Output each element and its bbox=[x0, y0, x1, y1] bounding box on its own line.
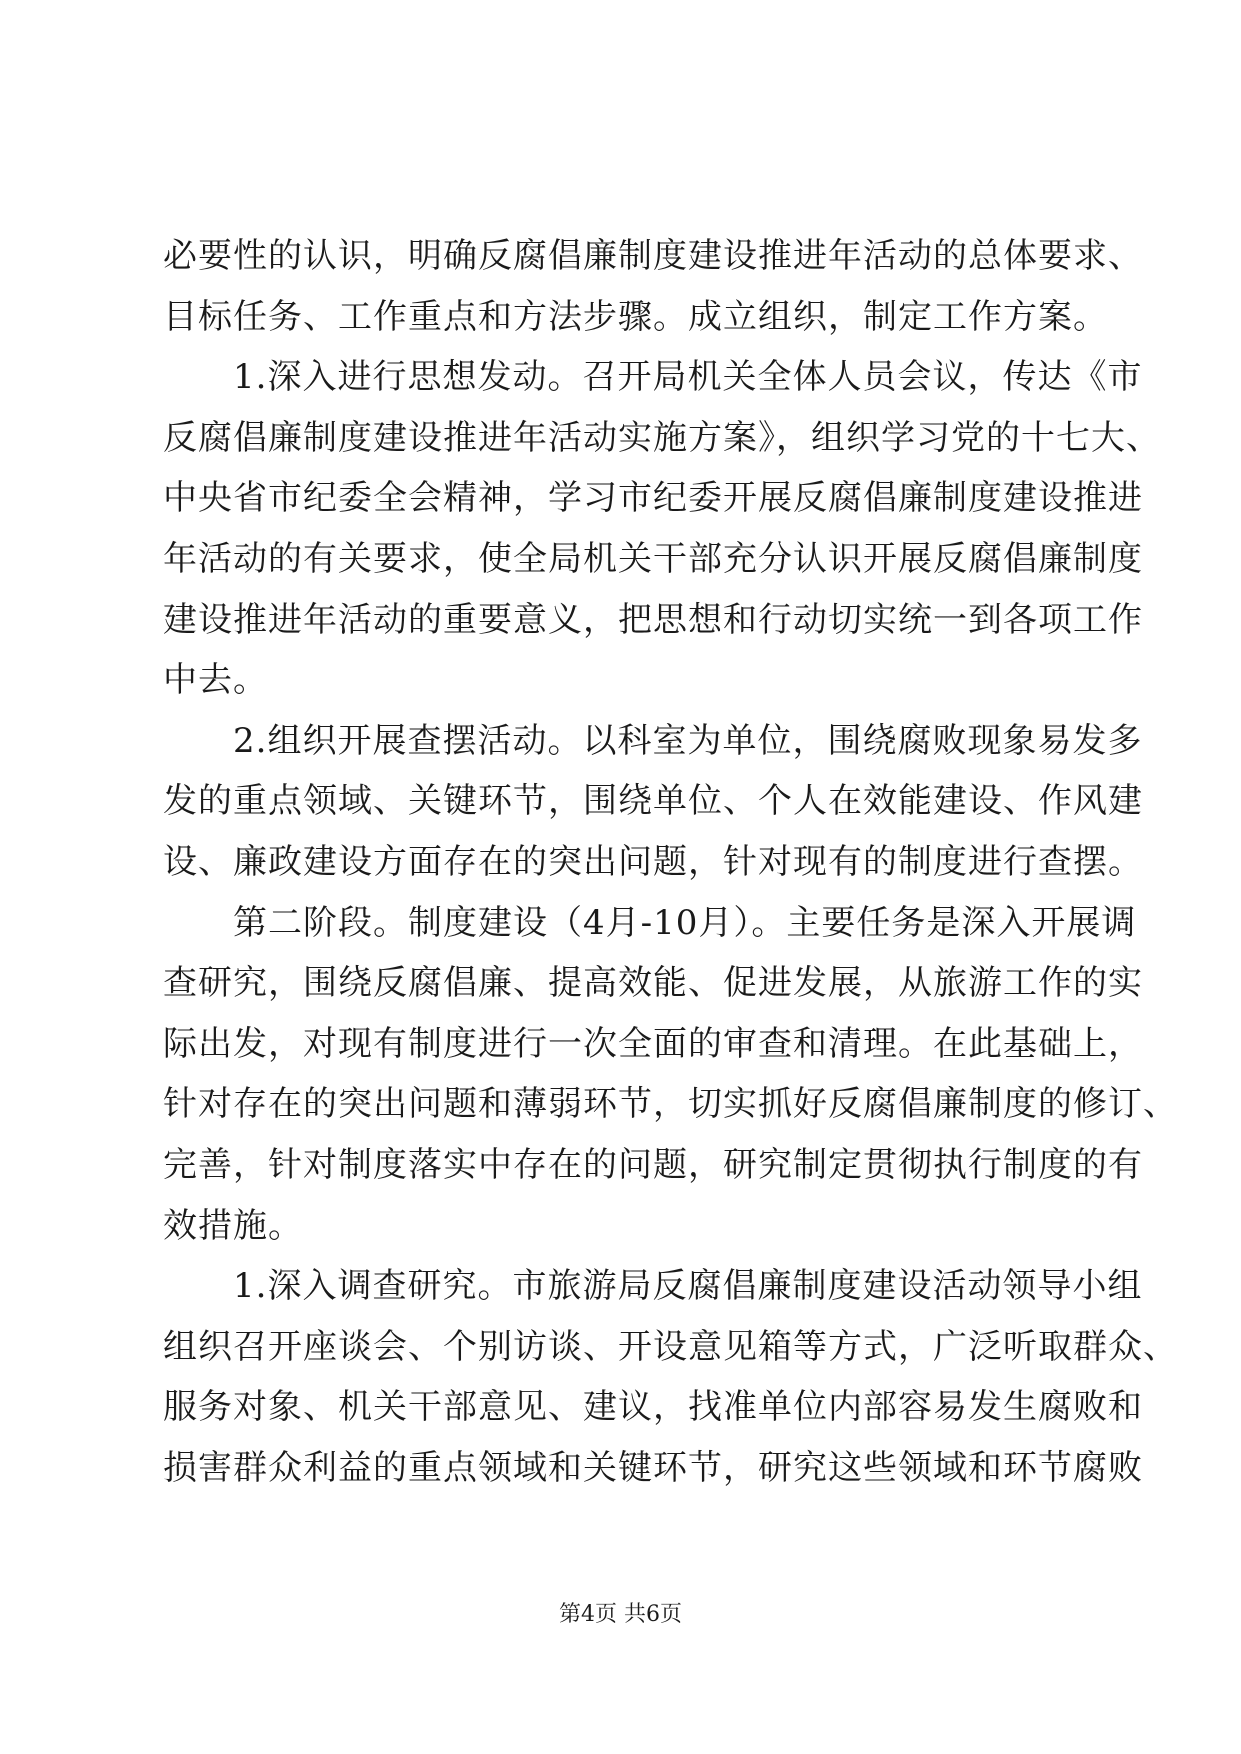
text-line: 服务对象、机关干部意见、建议，找准单位内部容易发生腐败和 bbox=[163, 1387, 1143, 1428]
text-line: 建设推进年活动的重要意义，把思想和行动切实统一到各项工作 bbox=[163, 599, 1143, 640]
text-line: 设、廉政建设方面存在的突出问题，针对现有的制度进行查摆。 bbox=[163, 841, 1143, 882]
text-line: 反腐倡廉制度建设推进年活动实施方案》，组织学习党的十七大、 bbox=[163, 417, 1161, 458]
text-line: 1.深入进行思想发动。召开局机关全体人员会议，传达《市 bbox=[163, 357, 1143, 398]
text-line: 损害群众利益的重点领域和关键环节，研究这些领域和环节腐败 bbox=[163, 1447, 1143, 1488]
text-line: 必要性的认识，明确反腐倡廉制度建设推进年活动的总体要求、 bbox=[163, 236, 1143, 276]
text-line: 1.深入调查研究。市旅游局反腐倡廉制度建设活动领导小组 bbox=[163, 1266, 1143, 1307]
text-line: 查研究，围绕反腐倡廉、提高效能、促进发展，从旅游工作的实 bbox=[163, 963, 1143, 1004]
text-line: 第二阶段。制度建设（4月-10月）。主要任务是深入开展调 bbox=[163, 902, 1137, 943]
text-line: 2.组织开展查摆活动。以科室为单位，围绕腐败现象易发多 bbox=[163, 720, 1143, 761]
text-line: 中去。 bbox=[163, 660, 268, 701]
document-body bbox=[163, 226, 1178, 1498]
text-line: 效措施。 bbox=[163, 1205, 303, 1246]
text-line: 年活动的有关要求，使全局机关干部充分认识开展反腐倡廉制度 bbox=[163, 538, 1143, 579]
text-line: 完善，针对制度落实中存在的问题，研究制定贯彻执行制度的有 bbox=[163, 1144, 1143, 1185]
page-number-footer: 第4页 共6页 bbox=[559, 1602, 682, 1627]
text-line: 中央省市纪委全会精神，学习市纪委开展反腐倡廉制度建设推进 bbox=[163, 478, 1143, 519]
text-line: 发的重点领域、关键环节，围绕单位、个人在效能建设、作风建 bbox=[163, 781, 1143, 822]
text-line: 组织召开座谈会、个别访谈、开设意见箱等方式，广泛听取群众、 bbox=[163, 1326, 1178, 1367]
text-line: 目标任务、工作重点和方法步骤。成立组织，制定工作方案。 bbox=[163, 296, 1108, 337]
text-line: 际出发，对现有制度进行一次全面的审查和清理。在此基础上， bbox=[163, 1023, 1143, 1064]
text-line: 针对存在的突出问题和薄弱环节，切实抓好反腐倡廉制度的修订、 bbox=[163, 1084, 1178, 1125]
